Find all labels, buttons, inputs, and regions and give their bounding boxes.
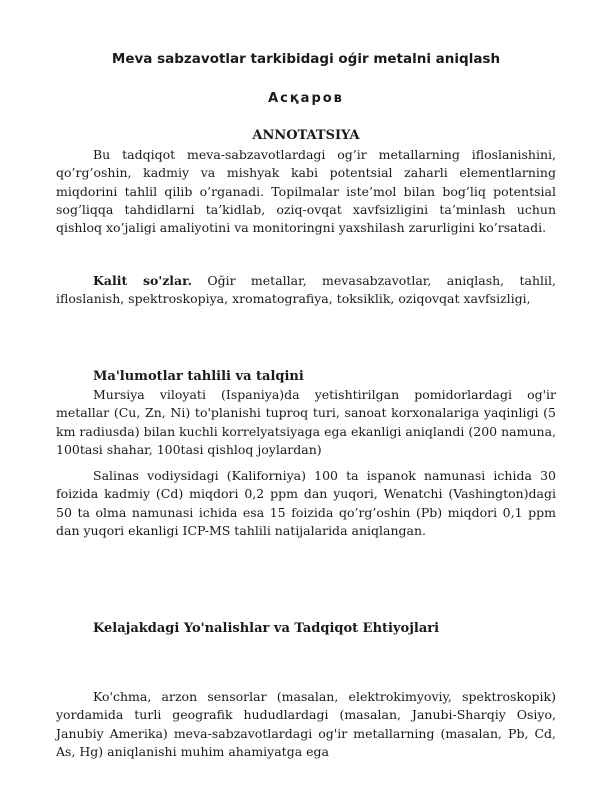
keywords-label: Kalit so'zlar. bbox=[93, 273, 192, 288]
future-paragraph: Ko'chma, arzon sensorlar (masalan, elektrokimyoviy, spektroskopik) yordamida turli geografik hududlardagi (masalan, Janubi-Sharqiy Osiyo, Janubiy Amerika) meva-sabzavotlardagi og'ir metallarning (masalan, Pb, Cd, As, Hg) aniqlanishi muhim ahamiyatga ega bbox=[56, 689, 556, 759]
section-heading-future: Kelajakdagi Yo'nalishlar va Tadqiqot Ehtiyojlari bbox=[93, 621, 440, 636]
annotation-block bbox=[56, 146, 556, 237]
analysis-paragraph-2: Salinas vodiysidagi (Kaliforniya) 100 ta ispanok namunasi ichida 30 foizida kadmiy (Cd) miqdori 0,2 ppm dan yuqori, Wenatchi (Vashington)dagi 50 ta olma namunasi ichida esa 15 foizida qo’rg’oshin (Pb) miqdori 0,1 ppm dan yuqori ekanligi ICP-MS tahlili natijalarida aniqlangan. bbox=[56, 468, 556, 538]
analysis-paragraph-1: Mursiya viloyati (Ispaniya)da yetishtirilgan pomidorlardagi og'ir metallar (Cu, Zn, Ni) to'planishi tuproq turi, sanoat korxonalariga yaqinligi (5 km radiusda) bilan kuchli korrelyatsiyaga ega ekanligi aniqlandi (200 namuna, 100tasi shahar, 100tasi qishloq joylardan) bbox=[56, 387, 556, 457]
document-title: Meva sabzavotlar tarkibidagi oǵir metalni aniqlash bbox=[111, 51, 501, 67]
author-name: Асқаров bbox=[268, 91, 344, 106]
keywords-paragraph bbox=[56, 272, 556, 309]
analysis-block-1 bbox=[56, 386, 556, 459]
annotation-paragraph: Bu tadqiqot meva-sabzavotlardagi og’ir metallarning ifloslanishini, qo’rg’oshin, kadmiy va mishyak kabi potentsial zaharli elementlarning miqdorini tahlil qilib o’rganadi. Topilmalar iste’mol bilan bog’liq potentsial sog’liqqa tahdidlarni ta’kidlab, oziq-ovqat xavfsizligini ta’minlash uchun qishloq xo’jaligi amaliyotini va monitoringni yaxshilash zarurligini ko’rsatadi. bbox=[56, 147, 556, 236]
annotation-heading: ANNOTATSIYA bbox=[252, 128, 360, 143]
analysis-block-2 bbox=[56, 467, 556, 540]
keywords-block bbox=[56, 272, 556, 309]
future-block bbox=[56, 688, 556, 761]
keywords-text: Oğir metallar, mevasabzavotlar, aniqlash, tahlil, ifloslanish, spektroskopiya, xromatografiya, toksiklik, oziqovqat xavfsizligi, bbox=[56, 273, 556, 307]
section-heading-analysis: Ma'lumotlar tahlili va talqini bbox=[93, 369, 304, 384]
